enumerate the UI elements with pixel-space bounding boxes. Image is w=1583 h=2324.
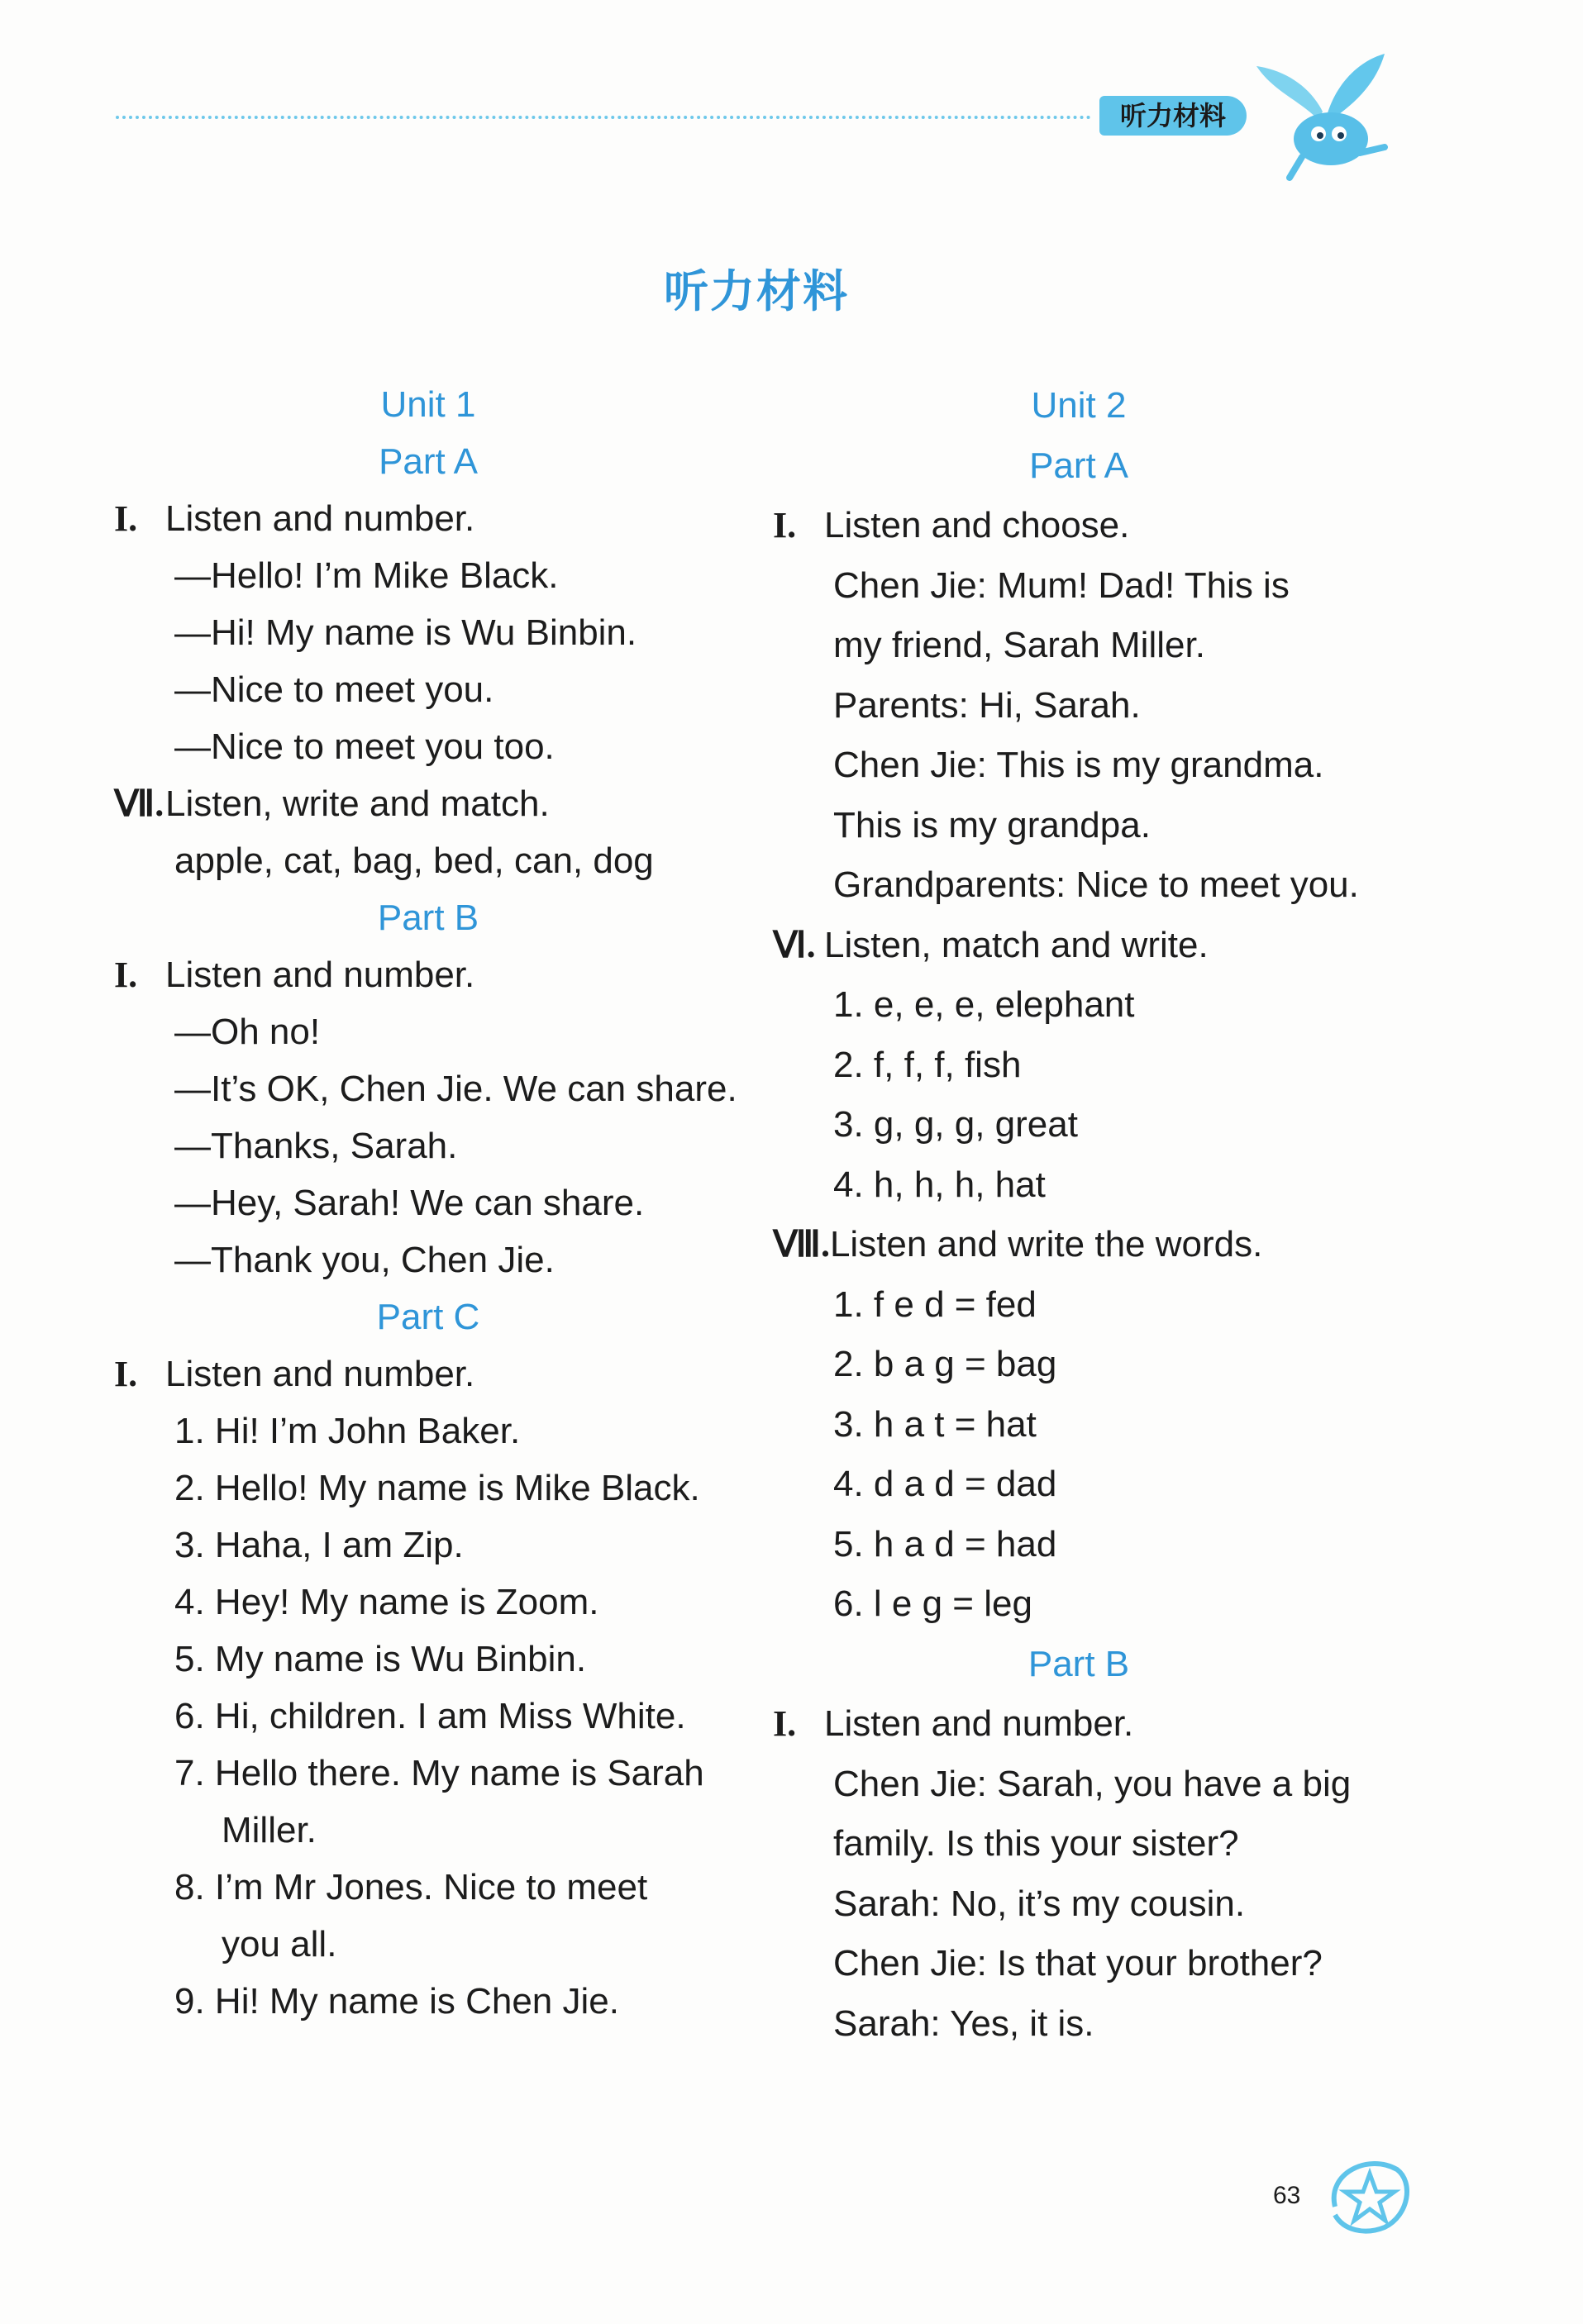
left-column: [114, 376, 759, 2030]
dialogue-line: Sarah: No, it’s my cousin.: [833, 1883, 1246, 1924]
dialogue-line: —Nice to meet you too.: [174, 726, 555, 767]
exercise-title: Listen and number.: [165, 1354, 475, 1394]
exercise-number: I.: [114, 1354, 138, 1394]
part-heading: Part A: [379, 441, 478, 482]
part-heading: Part C: [376, 1297, 480, 1337]
part-heading: Part A: [1029, 445, 1128, 486]
dialogue-line: —It’s OK, Chen Jie. We can share.: [174, 1069, 737, 1109]
exercise-number: Ⅶ.: [114, 783, 164, 824]
dialogue-line: —Thanks, Sarah.: [174, 1126, 458, 1166]
exercise-title: Listen and write the words.: [829, 1224, 1263, 1264]
exercise-number: I.: [773, 1703, 797, 1744]
dialogue-line: This is my grandpa.: [833, 804, 1151, 845]
dialogue-line: Sarah: Yes, it is.: [833, 2003, 1094, 2044]
dialogue-line: —Hi! My name is Wu Binbin.: [174, 612, 637, 653]
dialogue-line: Chen Jie: Mum! Dad! This is: [833, 564, 1290, 606]
unit-heading: Unit 1: [380, 384, 476, 425]
numbered-line: 1. f e d = fed: [833, 1283, 1037, 1325]
dialogue-line: Grandparents: Nice to meet you.: [833, 864, 1359, 905]
dialogue-line: Parents: Hi, Sarah.: [833, 684, 1141, 726]
exercise-title: Listen and number.: [165, 955, 475, 995]
numbered-line: 3. g, g, g, great: [833, 1104, 1078, 1145]
dialogue-line: —Hello! I’m Mike Black.: [174, 555, 559, 596]
dialogue-line: —Oh no!: [174, 1012, 321, 1052]
numbered-line: 8. I’m Mr Jones. Nice to meet: [174, 1867, 648, 1907]
unit-heading: Unit 2: [1031, 385, 1127, 426]
numbered-line: 4. h, h, h, hat: [833, 1164, 1046, 1205]
numbered-line: 6. l e g = leg: [833, 1583, 1032, 1624]
exercise-heading: [114, 1345, 759, 1402]
page-number: 63: [1273, 2182, 1301, 2209]
sprout-mascot-icon: [1240, 41, 1414, 182]
numbered-line: 5. My name is Wu Binbin.: [174, 1639, 587, 1679]
exercise-heading: [114, 946, 759, 1003]
exercise-title: Listen and number.: [165, 498, 475, 539]
exercise-heading: [773, 916, 1451, 976]
exercise-number: I.: [773, 505, 797, 545]
dialogue-line: Chen Jie: This is my grandma.: [833, 745, 1324, 785]
numbered-line: 4. Hey! My name is Zoom.: [174, 1582, 599, 1622]
numbered-line: 1. e, e, e, elephant: [833, 984, 1135, 1025]
exercise-number: Ⅵ.: [773, 924, 816, 965]
numbered-line-continuation: Miller.: [222, 1810, 317, 1850]
part-heading: Part B: [377, 898, 479, 938]
exercise-number: I.: [114, 498, 138, 539]
part-heading: Part B: [1028, 1643, 1130, 1684]
exercise-heading: [114, 775, 759, 832]
numbered-line: 2. b a g = bag: [833, 1344, 1057, 1384]
numbered-line: 5. h a d = had: [833, 1523, 1057, 1564]
star-swirl-icon: [1318, 2149, 1418, 2240]
exercise-title: Listen, match and write.: [824, 924, 1209, 965]
header-tag: 听力材料: [1099, 96, 1247, 136]
exercise-heading: [773, 496, 1451, 556]
exercise-heading: [773, 1215, 1451, 1275]
right-column: [773, 376, 1451, 2054]
exercise-number: Ⅷ.: [773, 1224, 830, 1264]
numbered-line: 4. d a d = dad: [833, 1464, 1057, 1504]
numbered-line: 2. Hello! My name is Mike Black.: [174, 1468, 700, 1508]
word-list: apple, cat, bag, bed, can, dog: [174, 841, 654, 881]
dialogue-line: family. Is this your sister?: [833, 1823, 1239, 1864]
dialogue-line: my friend, Sarah Miller.: [833, 625, 1205, 665]
dialogue-line: —Hey, Sarah! We can share.: [174, 1183, 645, 1223]
numbered-line: 3. h a t = hat: [833, 1403, 1037, 1445]
numbered-line: 7. Hello there. My name is Sarah: [174, 1753, 704, 1793]
numbered-line: 2. f, f, f, fish: [833, 1044, 1022, 1085]
exercise-number: I.: [114, 955, 138, 995]
dialogue-line: Chen Jie: Is that your brother?: [833, 1943, 1323, 1983]
dialogue-line: —Thank you, Chen Jie.: [174, 1240, 555, 1280]
exercise-title: Listen and number.: [824, 1703, 1134, 1744]
numbered-line: 1. Hi! I’m John Baker.: [174, 1411, 521, 1451]
numbered-line: 9. Hi! My name is Chen Jie.: [174, 1981, 619, 2022]
numbered-line: 3. Haha, I am Zip.: [174, 1525, 464, 1565]
exercise-title: Listen, write and match.: [165, 783, 550, 824]
numbered-line: 6. Hi, children. I am Miss White.: [174, 1696, 686, 1736]
exercise-title: Listen and choose.: [824, 505, 1130, 545]
dialogue-line: —Nice to meet you.: [174, 669, 494, 710]
page-title: 听力材料: [664, 264, 849, 317]
header-dotted-line: [116, 116, 1091, 119]
dialogue-line: Chen Jie: Sarah, you have a big: [833, 1763, 1352, 1804]
numbered-line-continuation: you all.: [222, 1924, 337, 1964]
exercise-heading: [114, 490, 759, 547]
exercise-heading: [773, 1694, 1451, 1755]
